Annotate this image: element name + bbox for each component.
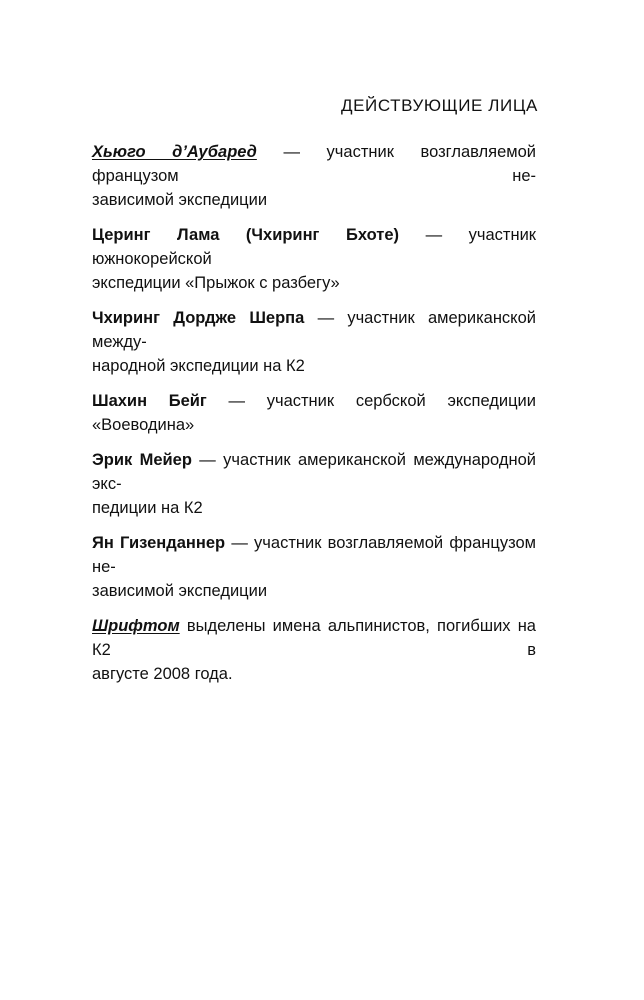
note-text: выделены имена альпинистов, погибших на К2 в xyxy=(92,617,536,659)
character-description: — участник возглавляемой французом не- xyxy=(92,534,536,576)
entry-line-continued: народной экспедиции на К2 xyxy=(92,357,305,375)
character-description: — участник американской между- xyxy=(92,309,536,351)
character-name: Чхиринг Дордже Шерпа xyxy=(92,309,305,327)
note-line-continued: августе 2008 года. xyxy=(92,665,233,683)
character-description: — участник американской международной экс- xyxy=(92,451,536,493)
entry-line-continued: педиции на К2 xyxy=(92,499,203,517)
entry-line-continued: зависимой экспедиции xyxy=(92,582,268,600)
character-description: — участник возглавляемой французом не- xyxy=(92,143,536,185)
character-entry xyxy=(92,223,536,295)
character-name: Церинг Лама (Чхиринг Бхоте) xyxy=(92,226,400,244)
note-line xyxy=(92,614,536,662)
character-name: Шахин Бейг xyxy=(92,392,207,410)
character-description: — участник сербской экспедиции «Воеводина» xyxy=(92,392,536,434)
entry-line xyxy=(92,306,536,354)
entry-line-continued: экспедиции «Прыжок с разбегу» xyxy=(92,274,340,292)
legend-note xyxy=(92,614,536,686)
character-entry xyxy=(92,531,536,603)
entry-line xyxy=(92,531,536,579)
entry-line xyxy=(92,140,536,188)
character-entry xyxy=(92,306,536,378)
font-marker-sample: Шрифтом xyxy=(92,617,180,635)
entry-line xyxy=(92,223,536,271)
character-entry xyxy=(92,140,536,212)
running-head-title: ДЕЙСТВУЮЩИЕ ЛИЦА xyxy=(340,96,538,115)
character-entry xyxy=(92,448,536,520)
character-name: Хьюго д’Аубаред xyxy=(92,143,257,161)
entry-line-continued: зависимой экспедиции xyxy=(92,191,268,209)
entry-line xyxy=(92,448,536,496)
character-name: Эрик Мейер xyxy=(92,451,192,469)
character-description: — участник южнокорейской xyxy=(92,226,537,268)
character-entry xyxy=(92,389,536,437)
entry-line xyxy=(92,389,536,437)
character-list xyxy=(92,140,536,697)
character-name: Ян Гизенданнер xyxy=(92,534,226,552)
